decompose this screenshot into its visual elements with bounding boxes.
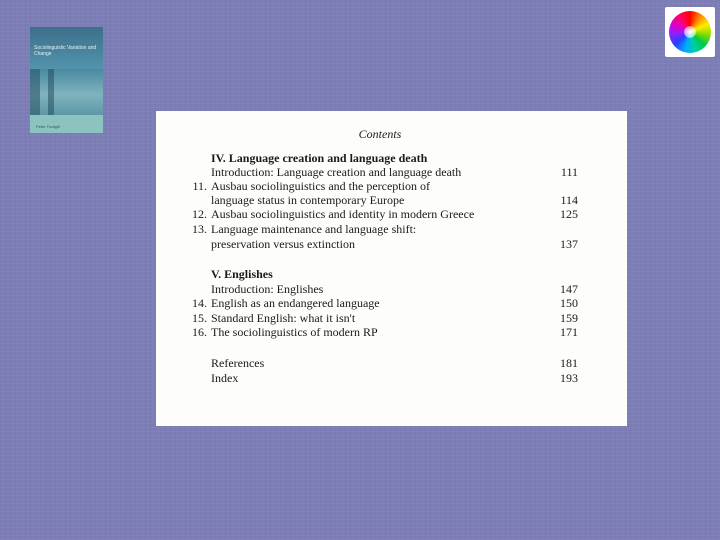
toc-row — [156, 296, 627, 311]
toc-row — [156, 237, 627, 252]
toc-row — [156, 371, 627, 386]
toc-row — [156, 179, 627, 194]
toc-row — [156, 151, 627, 166]
toc-row — [156, 222, 627, 237]
toc-page-number: 171 — [560, 325, 578, 339]
toc-row — [156, 193, 627, 208]
book-cover-thumbnail — [30, 27, 103, 133]
toc-entry-title: Standard English: what it isn't — [211, 311, 356, 325]
toc-row — [156, 267, 627, 282]
color-wheel-button[interactable] — [665, 7, 715, 57]
toc-entry-title: English as an endangered language — [211, 296, 380, 310]
contents-heading: Contents — [358, 127, 402, 141]
toc-part-title: V. Englishes — [211, 267, 273, 281]
toc-chapter-number: 11. — [192, 179, 207, 193]
book-cover-author: Peter Trudgill — [36, 124, 60, 129]
toc-part-title: IV. Language creation and language death — [211, 151, 428, 165]
book-cover-illustration — [30, 69, 103, 115]
toc-row — [156, 207, 627, 222]
toc-chapter-number: 16. — [192, 325, 207, 339]
toc-chapter-number: 12. — [192, 207, 207, 221]
toc-entry-title: Ausbau sociolinguistics and the perception of — [211, 179, 430, 193]
toc-chapter-number: 15. — [192, 311, 207, 325]
toc-row — [156, 356, 627, 371]
toc-page-number: 181 — [560, 356, 578, 370]
toc-entry-title: Language maintenance and language shift: — [211, 222, 417, 236]
toc-row — [156, 311, 627, 326]
toc-page-number: 193 — [560, 371, 578, 385]
toc-entry-title: Index — [211, 371, 239, 385]
toc-row — [156, 282, 627, 297]
book-cover-band — [30, 115, 103, 133]
toc-entry-title: preservation versus extinction — [211, 237, 355, 251]
toc-entry-title: The sociolinguistics of modern RP — [211, 325, 378, 339]
toc-chapter-number: 13. — [192, 222, 207, 236]
toc-page-number: 147 — [560, 282, 578, 296]
toc-page-number: 125 — [560, 207, 578, 221]
toc-entry-title: language status in contemporary Europe — [211, 193, 405, 207]
toc-page-number: 137 — [560, 237, 578, 251]
color-wheel-icon — [669, 11, 711, 53]
toc-page-number: 111 — [560, 165, 578, 179]
toc-page-number: 114 — [560, 193, 578, 207]
toc-entry-title: Introduction: Englishes — [211, 282, 324, 296]
book-cover-title: Sociolinguistic Variation and Change — [34, 45, 97, 57]
toc-row — [156, 325, 627, 340]
toc-entry-title: Introduction: Language creation and language death — [211, 165, 462, 179]
toc-chapter-number: 14. — [192, 296, 207, 310]
toc-entry-title: Ausbau sociolinguistics and identity in modern Greece — [211, 207, 475, 221]
contents-page-image — [156, 111, 627, 426]
toc-page-number: 150 — [560, 296, 578, 310]
toc-row — [156, 165, 627, 180]
toc-entry-title: References — [211, 356, 265, 370]
toc-page-number: 159 — [560, 311, 578, 325]
